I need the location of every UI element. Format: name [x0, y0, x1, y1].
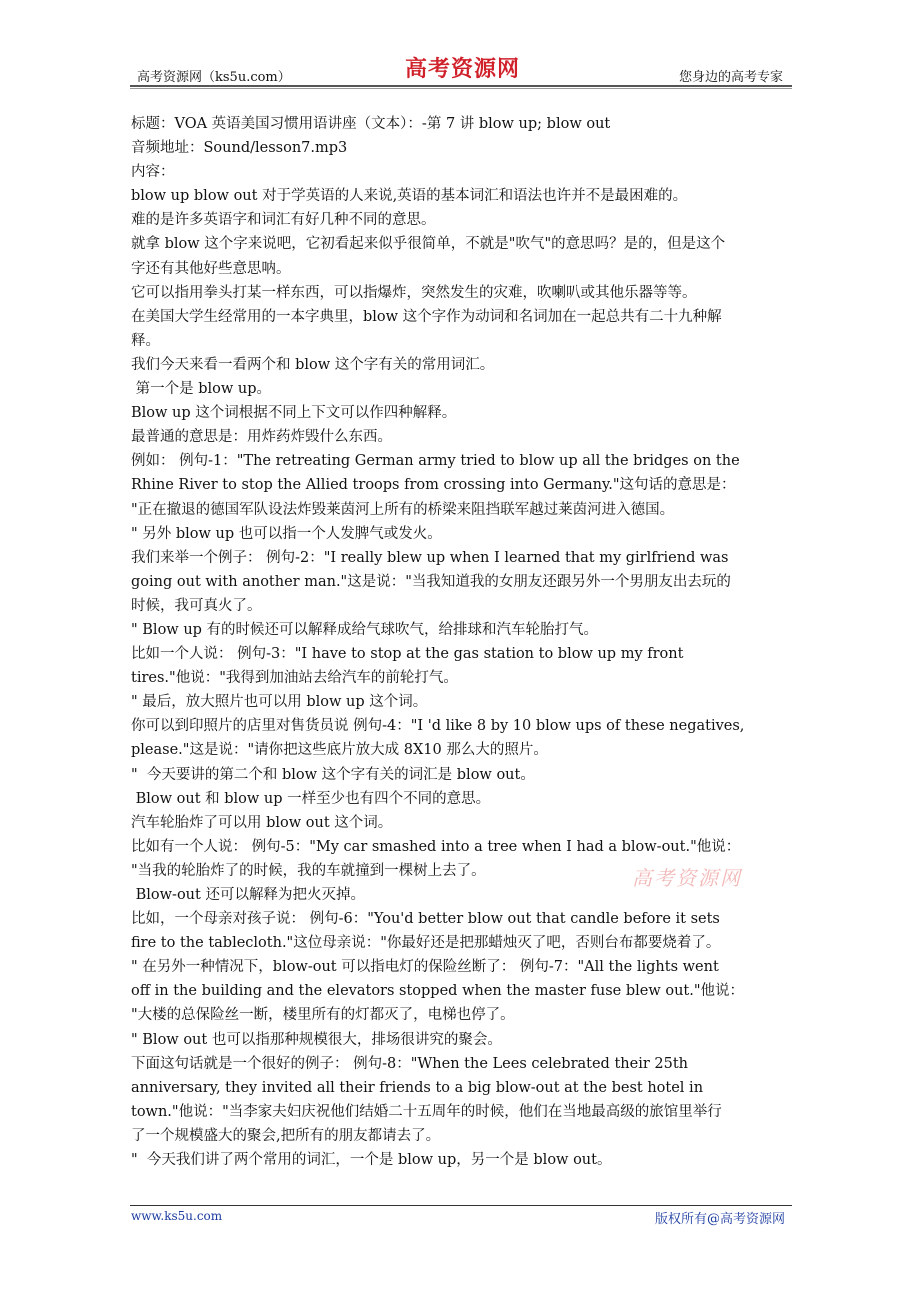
- text-line: 内容：: [131, 164, 175, 181]
- text-line: going out with another man."这是说："当我知道我的女朋友还跟另外一个男朋友出去玩的: [131, 573, 731, 590]
- header-logo: 高考资源网: [405, 56, 521, 82]
- text-line: Blow out 和 blow up 一样至少也有四个不同的意思。: [131, 790, 491, 807]
- text-line: 就拿 blow 这个字来说吧，它初看起来似乎很简单，不就是"吹气"的意思吗？是的，但是这个: [131, 236, 726, 253]
- header-slogan: 您身边的高考专家: [678, 70, 783, 85]
- text-line: Blow up 这个词根据不同上下文可以作四种解释。: [131, 405, 457, 422]
- header-divider: [130, 85, 792, 89]
- footer-link[interactable]: www.ks5u.com: [131, 1209, 223, 1223]
- text-line: tires."他说："我得到加油站去给汽车的前轮打气。: [131, 670, 458, 687]
- text-line: 我们今天来看一看两个和 blow 这个字有关的常用词汇。: [131, 356, 495, 373]
- text-line: 比如一个人说： 例句-3："I have to stop at the gas station to blow up my front: [131, 646, 684, 663]
- text-line: town."他说："当李家夫妇庆祝他们结婚二十五周年的时候，他们在当地最高级的旅馆里举行: [131, 1103, 722, 1120]
- text-line: 了一个规模盛大的聚会,把所有的朋友都请去了。: [131, 1127, 441, 1144]
- watermark: 高考资源网: [632, 866, 742, 890]
- text-line: 字还有其他好些意思呐。: [131, 260, 291, 277]
- header-site-name: 高考资源网（ks5u.com）: [137, 70, 291, 85]
- text-line: "正在撤退的德国军队设法炸毁莱茵河上所有的桥梁来阻挡联军越过莱茵河进入德国。: [131, 501, 675, 518]
- text-line: 汽车轮胎炸了可以用 blow out 这个词。: [131, 814, 393, 831]
- text-line: 释。: [131, 332, 160, 349]
- text-line: " 今天我们讲了两个常用的词汇，一个是 blow up，另一个是 blow out。: [131, 1152, 612, 1169]
- text-line: Blow-out 还可以解释为把火灭掉。: [131, 887, 365, 903]
- text-line: 下面这句话就是一个很好的例子： 例句-8："When the Lees celebrated their 25th: [131, 1055, 688, 1072]
- text-line: 第一个是 blow up。: [131, 381, 272, 398]
- text-line: "大楼的总保险丝一断，楼里所有的灯都灭了，电梯也停了。: [131, 1007, 515, 1024]
- footer-divider: [130, 1205, 792, 1206]
- text-line: 最普通的意思是：用炸药炸毁什么东西。: [131, 429, 392, 446]
- text-line: 标题：VOA 英语美国习惯用语讲座（文本）：-第 7 讲 blow up; blow out: [131, 116, 611, 132]
- text-line: off in the building and the elevators stopped when the master fuse blew out."他说：: [131, 983, 745, 1000]
- document-body: [131, 112, 831, 1172]
- text-line: 你可以到印照片的店里对售货员说 例句-4："I 'd like 8 by 10 blow ups of these negatives,: [131, 718, 745, 735]
- text-line: 难的是许多英语字和词汇有好几种不同的意思。: [131, 212, 436, 229]
- text-line: fire to the tablecloth."这位母亲说："你最好还是把那蜡烛灭了吧，否则台布都要烧着了。: [131, 935, 721, 952]
- text-line: 比如，一个母亲对孩子说： 例句-6："You'd better blow out that candle before it sets: [131, 911, 720, 928]
- text-line: 我们来举一个例子： 例句-2："I really blew up when I learned that my girlfriend was: [131, 549, 729, 566]
- text-line: " 今天要讲的第二个和 blow 这个字有关的词汇是 blow out。: [131, 766, 535, 783]
- text-line: 音频地址：Sound/lesson7.mp3: [131, 140, 348, 157]
- footer-copyright: 版权所有@高考资源网: [654, 1212, 785, 1227]
- text-line: 时候，我可真火了。: [131, 597, 262, 614]
- text-line: " Blow up 有的时候还可以解释成给气球吹气，给排球和汽车轮胎打气。: [131, 621, 599, 638]
- text-line: " 在另外一种情况下，blow-out 可以指电灯的保险丝断了： 例句-7："All the lights went: [131, 959, 719, 976]
- text-line: anniversary, they invited all their friends to a big blow-out at the best hotel in: [131, 1079, 704, 1096]
- text-line: " 最后，放大照片也可以用 blow up 这个词。: [131, 694, 428, 711]
- text-line: 比如有一个人说： 例句-5："My car smashed into a tree when I had a blow-out."他说：: [131, 838, 741, 855]
- text-line: 在美国大学生经常用的一本字典里，blow 这个字作为动词和名词加在一起总共有二十九种解: [131, 308, 722, 325]
- text-line: " Blow out 也可以指那种规模很大，排场很讲究的聚会。: [131, 1031, 502, 1048]
- text-line: 例如： 例句-1："The retreating German army tried to blow up all the bridges on the: [131, 453, 740, 470]
- text-line: please."这是说："请你把这些底片放大成 8X10 那么大的照片。: [131, 742, 548, 759]
- text-line: 它可以指用拳头打某一样东西，可以指爆炸，突然发生的灾难，吹喇叭或其他乐器等等。: [131, 284, 697, 301]
- text-line: Rhine River to stop the Allied troops from crossing into Germany."这句话的意思是：: [131, 477, 736, 494]
- text-line: " 另外 blow up 也可以指一个人发脾气或发火。: [131, 525, 442, 542]
- text-line: "当我的轮胎炸了的时候，我的车就撞到一棵树上去了。: [131, 862, 486, 879]
- text-line: blow up blow out 对于学英语的人来说,英语的基本词汇和语法也许并不是最困难的。: [131, 188, 688, 205]
